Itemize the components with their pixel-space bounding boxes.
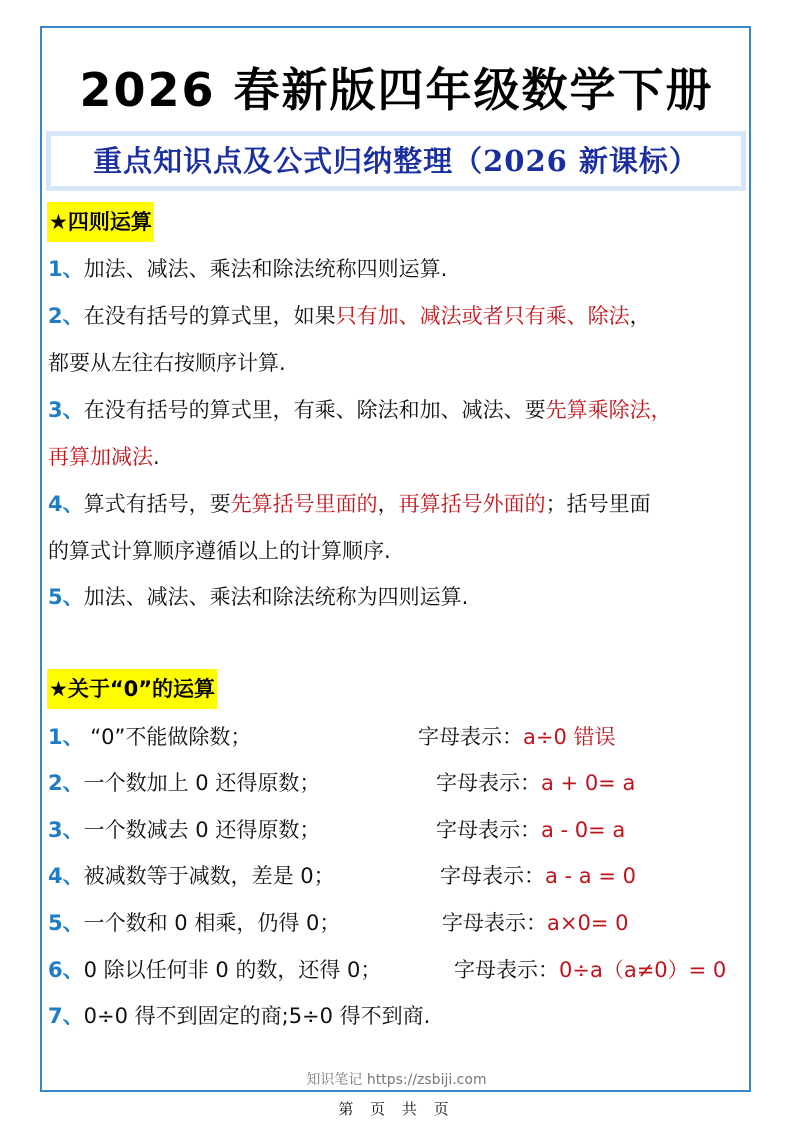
item-highlight: 再算括号外面的: [398, 492, 546, 516]
list-item: 3、一个数减去 0 还得原数；: [48, 818, 321, 842]
item-number: 5: [48, 585, 63, 609]
item-number: 4: [48, 492, 63, 516]
list-item-continuation: 都要从左往右按顺序计算.: [48, 351, 286, 375]
list-item-continuation: 的算式计算顺序遵循以上的计算顺序.: [48, 539, 391, 563]
item-highlight: 先算乘除法，: [545, 398, 672, 422]
list-item: 4、被减数等于减数，差是 0；: [48, 864, 335, 888]
formula-value: 0÷a（a≠0）= 0: [559, 958, 727, 982]
list-item: 7、0÷0 得不到固定的商;5÷0 得不到商.: [48, 1004, 431, 1028]
section-heading-arithmetic: ★四则运算: [47, 202, 154, 242]
item-number: 2: [48, 304, 63, 328]
formula: [418, 722, 616, 752]
formula-label: 字母表示：: [436, 818, 541, 842]
item-number: 5: [48, 911, 63, 935]
section-heading-zero: ★关于“0”的运算: [47, 669, 217, 709]
list-item-continuation: 再算加减法.: [48, 445, 160, 469]
formula-value: a - 0= a: [541, 818, 626, 842]
item-text: 算式有括号，要: [83, 492, 231, 516]
item-number: 6: [48, 958, 63, 982]
formula-label: 字母表示：: [436, 771, 541, 795]
subtitle-text: 重点知识点及公式归纳整理（2026 新课标）: [51, 136, 741, 186]
item-number: 2: [48, 771, 63, 795]
formula-label: 字母表示：: [442, 911, 547, 935]
list-item: 2、一个数加上 0 还得原数；: [48, 771, 321, 795]
item-text: 0 除以任何非 0 的数，还得 0；: [83, 958, 382, 982]
item-number: 7: [48, 1004, 63, 1028]
formula: [436, 815, 625, 845]
item-highlight: 再算加减法: [48, 445, 153, 469]
list-item: 1、 “0”不能做除数；: [48, 725, 252, 749]
list-item: 4、算式有括号，要先算括号里面的，再算括号外面的；括号里面: [48, 492, 651, 516]
formula-value: a×0= 0: [547, 911, 629, 935]
item-number: 1: [48, 725, 63, 749]
formula: [454, 955, 726, 985]
item-number: 3: [48, 398, 63, 422]
item-text: 被减数等于减数，差是 0；: [83, 864, 335, 888]
item-text: 加法、减法、乘法和除法统称为四则运算.: [83, 585, 469, 609]
formula-label: 字母表示：: [440, 864, 545, 888]
item-number: 3: [48, 818, 63, 842]
footer-source-link[interactable]: 知识笔记 https://zsbiji.com: [306, 1072, 487, 1088]
page-number-footer: 第 页 共 页: [338, 1100, 455, 1118]
formula-value: a÷0 错误: [523, 725, 616, 749]
formula: [442, 908, 628, 938]
formula-value: a - a = 0: [545, 864, 636, 888]
formula-label: 字母表示：: [418, 725, 523, 749]
item-text: 一个数和 0 相乘，仍得 0；: [83, 911, 341, 935]
item-number: 1: [48, 257, 63, 281]
list-item: 5、加法、减法、乘法和除法统称为四则运算.: [48, 585, 469, 609]
formula: [436, 768, 635, 798]
item-highlight: 先算括号里面的: [230, 492, 378, 516]
item-text: 一个数加上 0 还得原数；: [83, 771, 321, 795]
item-text: 在没有括号的算式里，如果: [83, 304, 336, 328]
list-item: 6、0 除以任何非 0 的数，还得 0；: [48, 958, 382, 982]
list-item: 3、在没有括号的算式里，有乘、除法和加、减法、要先算乘除法，: [48, 398, 672, 422]
item-number: 4: [48, 864, 63, 888]
list-item: 5、一个数和 0 相乘，仍得 0；: [48, 911, 341, 935]
formula: [440, 861, 636, 891]
formula-value: a + 0= a: [541, 771, 636, 795]
item-text: 0÷0 得不到固定的商;5÷0 得不到商.: [83, 1004, 431, 1028]
item-text: 一个数减去 0 还得原数；: [83, 818, 321, 842]
list-item: 2、在没有括号的算式里，如果只有加、减法或者只有乘、除法，: [48, 304, 651, 328]
item-text: 加法、减法、乘法和除法统称四则运算.: [83, 257, 448, 281]
list-item: 1、加法、减法、乘法和除法统称四则运算.: [48, 257, 448, 281]
item-text: 在没有括号的算式里，有乘、除法和加、减法、要: [83, 398, 546, 422]
page-title: 2026 春新版四年级数学下册: [79, 63, 714, 117]
formula-label: 字母表示：: [454, 958, 559, 982]
subtitle-banner: [46, 131, 746, 191]
item-highlight: 只有加、减法或者只有乘、除法: [335, 304, 630, 328]
item-text: “0”不能做除数；: [83, 725, 252, 749]
